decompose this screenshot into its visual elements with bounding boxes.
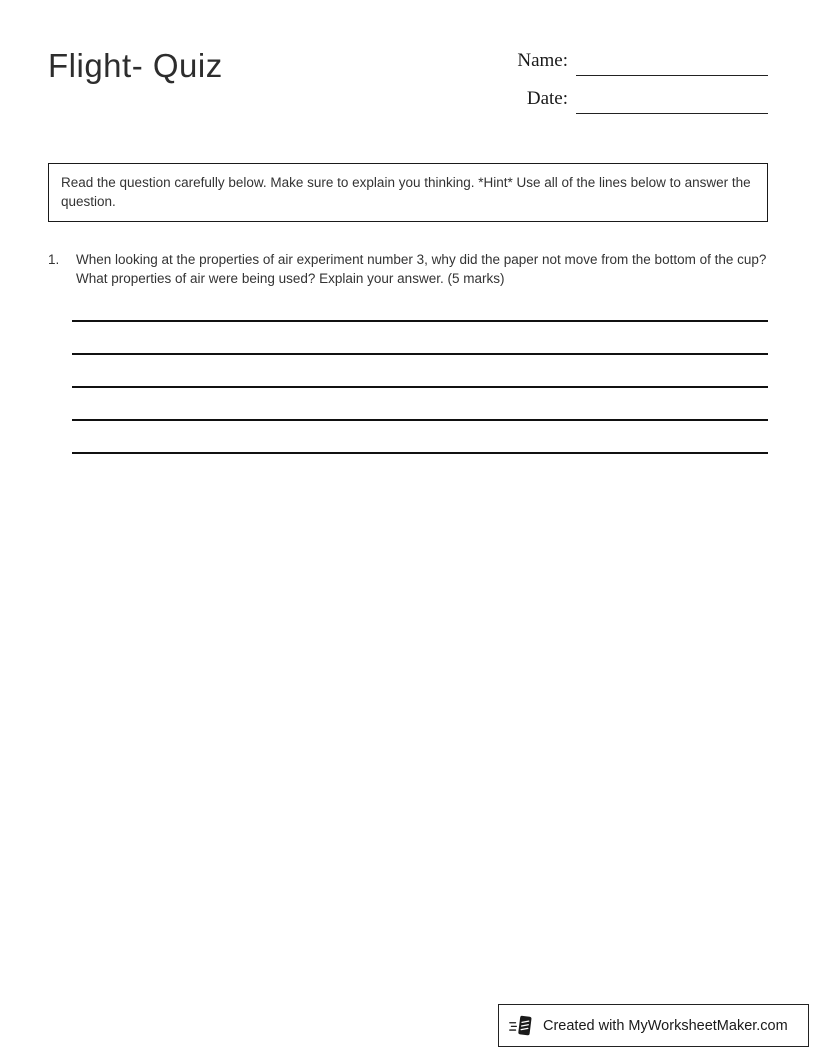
name-blank-line [576, 75, 768, 76]
answer-line [72, 355, 768, 388]
instruction-box [48, 163, 768, 222]
instruction-text: Read the question carefully below. Make sure to explain you thinking. *Hint* Use all of the lines below to answer the question. [61, 175, 751, 210]
name-row [468, 50, 768, 80]
credit-badge [498, 1004, 809, 1047]
name-label: Name: [517, 50, 568, 71]
flying-worksheet-icon [509, 1012, 535, 1040]
question-number: 1. [48, 252, 60, 267]
answer-line [72, 421, 768, 454]
date-blank-line [576, 113, 768, 114]
date-label: Date: [526, 88, 568, 109]
page-title: Flight- Quiz [48, 47, 223, 84]
question-text: When looking at the properties of air experiment number 3, why did the paper not move from the bottom of the cup? What properties of air were being used? Explain your answer. (5 marks) [76, 252, 767, 286]
credit-text: Created with MyWorksheetMaker.com [543, 1017, 788, 1034]
question-1 [48, 250, 770, 288]
answer-line [72, 322, 768, 355]
answer-line [72, 388, 768, 421]
answer-line [72, 289, 768, 322]
date-row [468, 88, 768, 118]
identity-fields [468, 50, 768, 126]
answer-lines [72, 289, 768, 454]
